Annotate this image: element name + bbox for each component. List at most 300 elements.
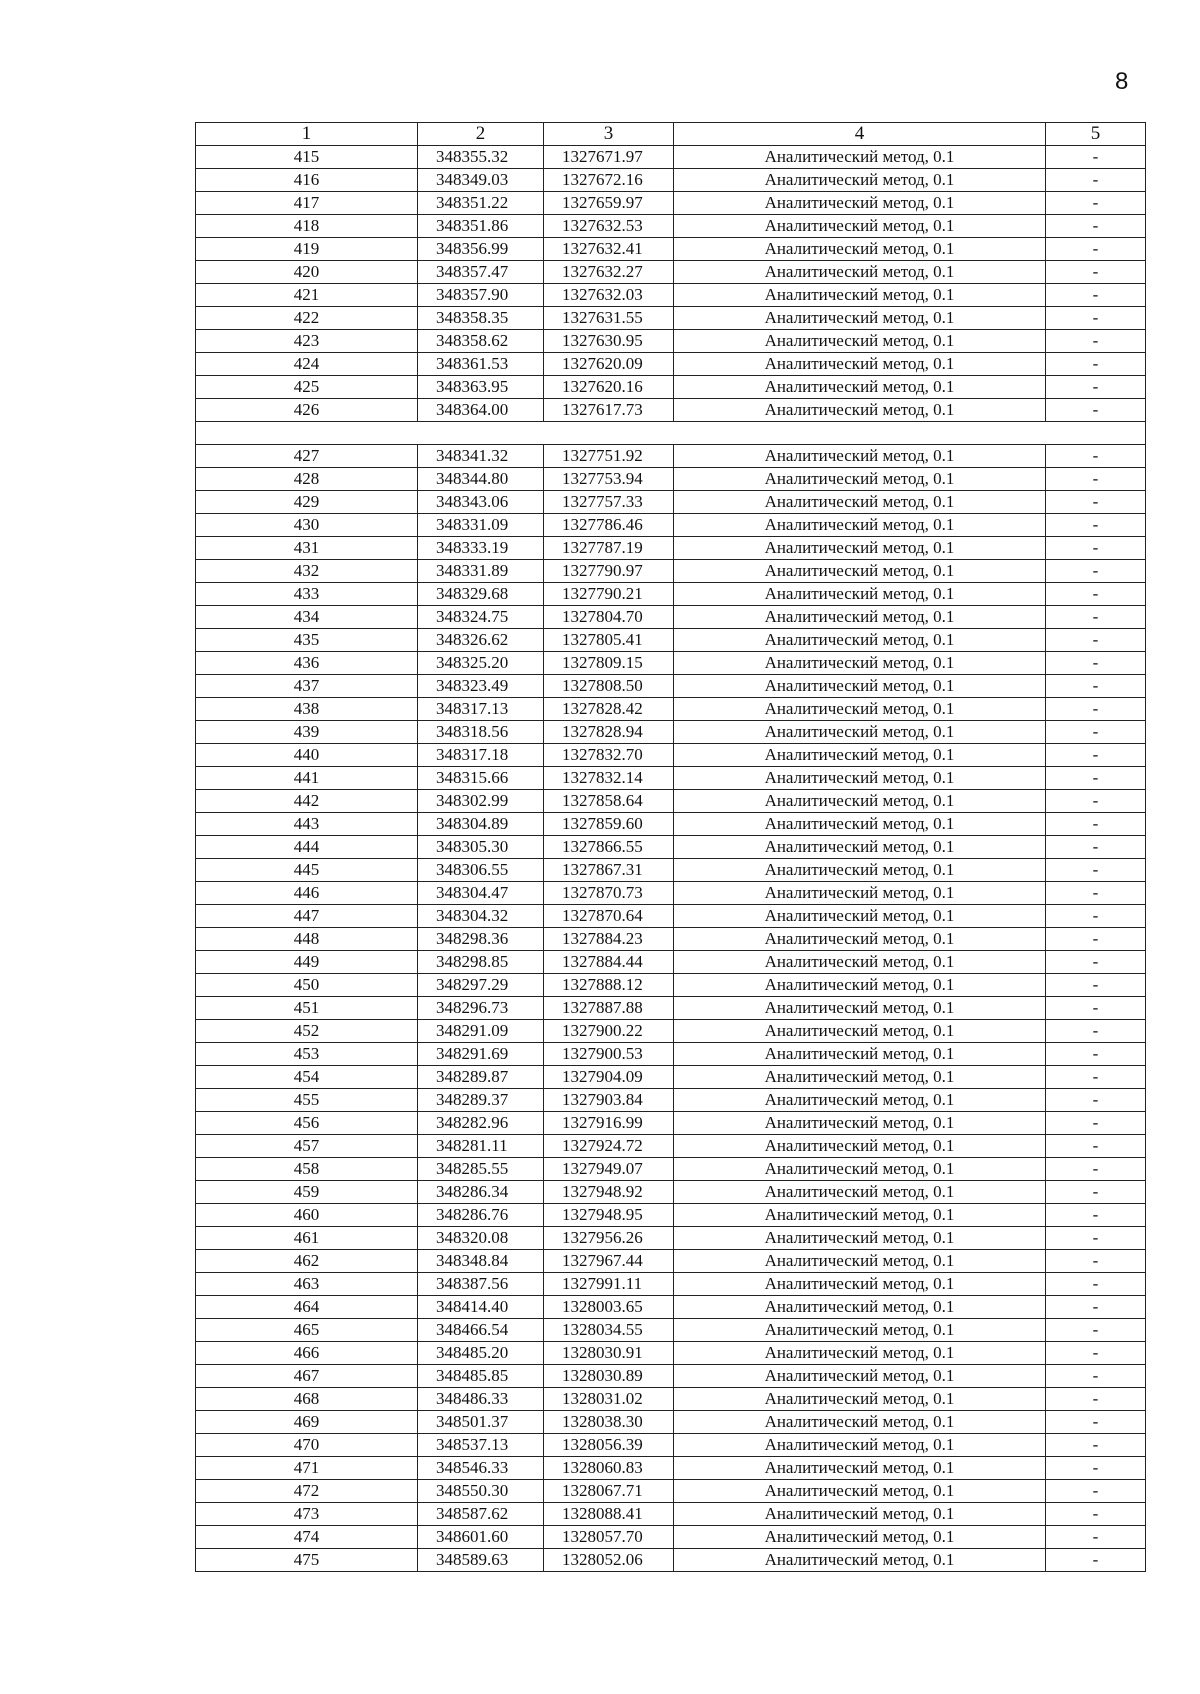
coord-y-cell: 1327751.92 <box>544 445 674 468</box>
coord-x-cell: 348323.49 <box>418 675 544 698</box>
coord-y-cell: 1327786.46 <box>544 514 674 537</box>
coord-y-cell: 1327620.16 <box>544 376 674 399</box>
table-row <box>196 1273 1146 1296</box>
note-cell: - <box>1046 698 1146 721</box>
coord-x-cell: 348351.22 <box>418 192 544 215</box>
table-row <box>196 445 1146 468</box>
coord-y-cell: 1327632.53 <box>544 215 674 238</box>
coord-y-cell: 1327884.23 <box>544 928 674 951</box>
table-row <box>196 1089 1146 1112</box>
note-cell: - <box>1046 353 1146 376</box>
note-cell: - <box>1046 1503 1146 1526</box>
coord-x-cell: 348349.03 <box>418 169 544 192</box>
method-accuracy-cell: Аналитический метод, 0.1 <box>674 491 1046 514</box>
point-number-cell: 434 <box>196 606 418 629</box>
method-accuracy-cell: Аналитический метод, 0.1 <box>674 1043 1046 1066</box>
table-row <box>196 1112 1146 1135</box>
method-accuracy-cell: Аналитический метод, 0.1 <box>674 307 1046 330</box>
coord-x-cell: 348281.11 <box>418 1135 544 1158</box>
note-cell: - <box>1046 1526 1146 1549</box>
point-number-cell: 448 <box>196 928 418 951</box>
table-row <box>196 537 1146 560</box>
coord-x-cell: 348302.99 <box>418 790 544 813</box>
point-number-cell: 442 <box>196 790 418 813</box>
coord-y-cell: 1327859.60 <box>544 813 674 836</box>
coord-x-cell: 348325.20 <box>418 652 544 675</box>
note-cell: - <box>1046 491 1146 514</box>
note-cell: - <box>1046 1043 1146 1066</box>
point-number-cell: 461 <box>196 1227 418 1250</box>
note-cell: - <box>1046 974 1146 997</box>
point-number-cell: 430 <box>196 514 418 537</box>
coord-y-cell: 1328030.89 <box>544 1365 674 1388</box>
note-cell: - <box>1046 905 1146 928</box>
coord-x-cell: 348348.84 <box>418 1250 544 1273</box>
method-accuracy-cell: Аналитический метод, 0.1 <box>674 169 1046 192</box>
point-number-cell: 438 <box>196 698 418 721</box>
table-row <box>196 744 1146 767</box>
point-number-cell: 418 <box>196 215 418 238</box>
point-number-cell: 425 <box>196 376 418 399</box>
note-cell: - <box>1046 997 1146 1020</box>
note-cell: - <box>1046 813 1146 836</box>
table-row <box>196 399 1146 422</box>
coord-y-cell: 1327753.94 <box>544 468 674 491</box>
coord-x-cell: 348326.62 <box>418 629 544 652</box>
point-number-cell: 436 <box>196 652 418 675</box>
coord-x-cell: 348331.89 <box>418 560 544 583</box>
table-row <box>196 169 1146 192</box>
coord-x-cell: 348285.55 <box>418 1158 544 1181</box>
note-cell: - <box>1046 836 1146 859</box>
table-row <box>196 813 1146 836</box>
coord-y-cell: 1327949.07 <box>544 1158 674 1181</box>
table-row <box>196 698 1146 721</box>
method-accuracy-cell: Аналитический метод, 0.1 <box>674 284 1046 307</box>
coord-y-cell: 1328088.41 <box>544 1503 674 1526</box>
coordinates-table <box>195 122 1146 1572</box>
coord-x-cell: 348344.80 <box>418 468 544 491</box>
method-accuracy-cell: Аналитический метод, 0.1 <box>674 560 1046 583</box>
method-accuracy-cell: Аналитический метод, 0.1 <box>674 1365 1046 1388</box>
note-cell: - <box>1046 1227 1146 1250</box>
method-accuracy-cell: Аналитический метод, 0.1 <box>674 238 1046 261</box>
coord-x-cell: 348282.96 <box>418 1112 544 1135</box>
point-number-cell: 467 <box>196 1365 418 1388</box>
coord-x-cell: 348589.63 <box>418 1549 544 1572</box>
coord-y-cell: 1327617.73 <box>544 399 674 422</box>
group-separator-cell <box>196 422 1146 445</box>
method-accuracy-cell: Аналитический метод, 0.1 <box>674 1480 1046 1503</box>
coord-y-cell: 1327870.73 <box>544 882 674 905</box>
coord-y-cell: 1327870.64 <box>544 905 674 928</box>
method-accuracy-cell: Аналитический метод, 0.1 <box>674 652 1046 675</box>
coord-y-cell: 1327808.50 <box>544 675 674 698</box>
table-row <box>196 1319 1146 1342</box>
coord-x-cell: 348289.87 <box>418 1066 544 1089</box>
method-accuracy-cell: Аналитический метод, 0.1 <box>674 399 1046 422</box>
note-cell: - <box>1046 859 1146 882</box>
point-number-cell: 424 <box>196 353 418 376</box>
method-accuracy-cell: Аналитический метод, 0.1 <box>674 721 1046 744</box>
method-accuracy-cell: Аналитический метод, 0.1 <box>674 215 1046 238</box>
coord-x-cell: 348298.36 <box>418 928 544 951</box>
coord-y-cell: 1327888.12 <box>544 974 674 997</box>
coord-y-cell: 1327924.72 <box>544 1135 674 1158</box>
method-accuracy-cell: Аналитический метод, 0.1 <box>674 376 1046 399</box>
method-accuracy-cell: Аналитический метод, 0.1 <box>674 1020 1046 1043</box>
coord-x-cell: 348304.89 <box>418 813 544 836</box>
coord-x-cell: 348546.33 <box>418 1457 544 1480</box>
method-accuracy-cell: Аналитический метод, 0.1 <box>674 1227 1046 1250</box>
point-number-cell: 422 <box>196 307 418 330</box>
note-cell: - <box>1046 1549 1146 1572</box>
coord-y-cell: 1327832.70 <box>544 744 674 767</box>
coord-x-cell: 348363.95 <box>418 376 544 399</box>
table-body <box>196 146 1146 1572</box>
coord-x-cell: 348304.32 <box>418 905 544 928</box>
note-cell: - <box>1046 1411 1146 1434</box>
coord-y-cell: 1327620.09 <box>544 353 674 376</box>
note-cell: - <box>1046 1480 1146 1503</box>
note-cell: - <box>1046 238 1146 261</box>
point-number-cell: 427 <box>196 445 418 468</box>
table-row <box>196 1411 1146 1434</box>
table-row <box>196 652 1146 675</box>
note-cell: - <box>1046 583 1146 606</box>
coord-y-cell: 1327757.33 <box>544 491 674 514</box>
coord-y-cell: 1327659.97 <box>544 192 674 215</box>
coord-x-cell: 348351.86 <box>418 215 544 238</box>
method-accuracy-cell: Аналитический метод, 0.1 <box>674 1319 1046 1342</box>
note-cell: - <box>1046 721 1146 744</box>
table-row <box>196 353 1146 376</box>
point-number-cell: 463 <box>196 1273 418 1296</box>
method-accuracy-cell: Аналитический метод, 0.1 <box>674 146 1046 169</box>
note-cell: - <box>1046 1319 1146 1342</box>
coord-x-cell: 348289.37 <box>418 1089 544 1112</box>
coord-x-cell: 348358.35 <box>418 307 544 330</box>
method-accuracy-cell: Аналитический метод, 0.1 <box>674 1158 1046 1181</box>
coord-y-cell: 1328031.02 <box>544 1388 674 1411</box>
point-number-cell: 453 <box>196 1043 418 1066</box>
note-cell: - <box>1046 560 1146 583</box>
table-row <box>196 997 1146 1020</box>
point-number-cell: 419 <box>196 238 418 261</box>
point-number-cell: 423 <box>196 330 418 353</box>
note-cell: - <box>1046 790 1146 813</box>
table-row <box>196 1043 1146 1066</box>
table-row <box>196 790 1146 813</box>
point-number-cell: 421 <box>196 284 418 307</box>
point-number-cell: 433 <box>196 583 418 606</box>
coord-y-cell: 1327631.55 <box>544 307 674 330</box>
method-accuracy-cell: Аналитический метод, 0.1 <box>674 514 1046 537</box>
point-number-cell: 437 <box>196 675 418 698</box>
point-number-cell: 416 <box>196 169 418 192</box>
coord-x-cell: 348485.20 <box>418 1342 544 1365</box>
point-number-cell: 441 <box>196 767 418 790</box>
method-accuracy-cell: Аналитический метод, 0.1 <box>674 468 1046 491</box>
coord-y-cell: 1327790.97 <box>544 560 674 583</box>
note-cell: - <box>1046 284 1146 307</box>
point-number-cell: 443 <box>196 813 418 836</box>
table-row <box>196 1457 1146 1480</box>
point-number-cell: 431 <box>196 537 418 560</box>
note-cell: - <box>1046 146 1146 169</box>
note-cell: - <box>1046 376 1146 399</box>
coord-y-cell: 1327632.41 <box>544 238 674 261</box>
point-number-cell: 465 <box>196 1319 418 1342</box>
coord-y-cell: 1327904.09 <box>544 1066 674 1089</box>
table-row <box>196 514 1146 537</box>
method-accuracy-cell: Аналитический метод, 0.1 <box>674 836 1046 859</box>
coord-x-cell: 348324.75 <box>418 606 544 629</box>
coord-y-cell: 1327956.26 <box>544 1227 674 1250</box>
method-accuracy-cell: Аналитический метод, 0.1 <box>674 1204 1046 1227</box>
point-number-cell: 458 <box>196 1158 418 1181</box>
coord-x-cell: 348315.66 <box>418 767 544 790</box>
table-row <box>196 1020 1146 1043</box>
coord-x-cell: 348320.08 <box>418 1227 544 1250</box>
table-row <box>196 376 1146 399</box>
method-accuracy-cell: Аналитический метод, 0.1 <box>674 583 1046 606</box>
table-row <box>196 1250 1146 1273</box>
method-accuracy-cell: Аналитический метод, 0.1 <box>674 1342 1046 1365</box>
table-row <box>196 583 1146 606</box>
method-accuracy-cell: Аналитический метод, 0.1 <box>674 261 1046 284</box>
method-accuracy-cell: Аналитический метод, 0.1 <box>674 629 1046 652</box>
point-number-cell: 452 <box>196 1020 418 1043</box>
note-cell: - <box>1046 192 1146 215</box>
coord-y-cell: 1328030.91 <box>544 1342 674 1365</box>
table-row <box>196 721 1146 744</box>
coord-x-cell: 348333.19 <box>418 537 544 560</box>
table-row <box>196 1365 1146 1388</box>
table-row <box>196 1503 1146 1526</box>
point-number-cell: 456 <box>196 1112 418 1135</box>
coord-x-cell: 348329.68 <box>418 583 544 606</box>
coord-y-cell: 1327630.95 <box>544 330 674 353</box>
page-number: 8 <box>1115 68 1129 95</box>
method-accuracy-cell: Аналитический метод, 0.1 <box>674 1181 1046 1204</box>
method-accuracy-cell: Аналитический метод, 0.1 <box>674 537 1046 560</box>
method-accuracy-cell: Аналитический метод, 0.1 <box>674 606 1046 629</box>
note-cell: - <box>1046 1434 1146 1457</box>
coord-x-cell: 348291.69 <box>418 1043 544 1066</box>
note-cell: - <box>1046 882 1146 905</box>
coord-y-cell: 1327805.41 <box>544 629 674 652</box>
note-cell: - <box>1046 951 1146 974</box>
note-cell: - <box>1046 1204 1146 1227</box>
method-accuracy-cell: Аналитический метод, 0.1 <box>674 192 1046 215</box>
point-number-cell: 432 <box>196 560 418 583</box>
table-row <box>196 1181 1146 1204</box>
note-cell: - <box>1046 606 1146 629</box>
method-accuracy-cell: Аналитический метод, 0.1 <box>674 951 1046 974</box>
point-number-cell: 460 <box>196 1204 418 1227</box>
note-cell: - <box>1046 1250 1146 1273</box>
coord-y-cell: 1327804.70 <box>544 606 674 629</box>
coord-y-cell: 1328052.06 <box>544 1549 674 1572</box>
point-number-cell: 446 <box>196 882 418 905</box>
coord-y-cell: 1327632.27 <box>544 261 674 284</box>
point-number-cell: 415 <box>196 146 418 169</box>
coord-y-cell: 1327828.94 <box>544 721 674 744</box>
note-cell: - <box>1046 445 1146 468</box>
coord-x-cell: 348387.56 <box>418 1273 544 1296</box>
coord-x-cell: 348291.09 <box>418 1020 544 1043</box>
table-row <box>196 238 1146 261</box>
table-row <box>196 882 1146 905</box>
point-number-cell: 451 <box>196 997 418 1020</box>
note-cell: - <box>1046 537 1146 560</box>
note-cell: - <box>1046 1342 1146 1365</box>
table-row <box>196 1227 1146 1250</box>
note-cell: - <box>1046 399 1146 422</box>
note-cell: - <box>1046 1457 1146 1480</box>
coord-x-cell: 348296.73 <box>418 997 544 1020</box>
method-accuracy-cell: Аналитический метод, 0.1 <box>674 974 1046 997</box>
note-cell: - <box>1046 1066 1146 1089</box>
table-row <box>196 675 1146 698</box>
method-accuracy-cell: Аналитический метод, 0.1 <box>674 330 1046 353</box>
method-accuracy-cell: Аналитический метод, 0.1 <box>674 1457 1046 1480</box>
method-accuracy-cell: Аналитический метод, 0.1 <box>674 882 1046 905</box>
table-row <box>196 1158 1146 1181</box>
coord-x-cell: 348466.54 <box>418 1319 544 1342</box>
coord-x-cell: 348304.47 <box>418 882 544 905</box>
note-cell: - <box>1046 1273 1146 1296</box>
method-accuracy-cell: Аналитический метод, 0.1 <box>674 1273 1046 1296</box>
note-cell: - <box>1046 468 1146 491</box>
coord-y-cell: 1327948.95 <box>544 1204 674 1227</box>
coord-x-cell: 348286.34 <box>418 1181 544 1204</box>
note-cell: - <box>1046 1112 1146 1135</box>
method-accuracy-cell: Аналитический метод, 0.1 <box>674 928 1046 951</box>
method-accuracy-cell: Аналитический метод, 0.1 <box>674 767 1046 790</box>
table-row <box>196 859 1146 882</box>
coord-x-cell: 348587.62 <box>418 1503 544 1526</box>
header-col-2: 2 <box>418 123 544 146</box>
coord-x-cell: 348297.29 <box>418 974 544 997</box>
note-cell: - <box>1046 1181 1146 1204</box>
method-accuracy-cell: Аналитический метод, 0.1 <box>674 744 1046 767</box>
coord-y-cell: 1327903.84 <box>544 1089 674 1112</box>
coord-x-cell: 348601.60 <box>418 1526 544 1549</box>
method-accuracy-cell: Аналитический метод, 0.1 <box>674 353 1046 376</box>
method-accuracy-cell: Аналитический метод, 0.1 <box>674 997 1046 1020</box>
table-row <box>196 1296 1146 1319</box>
coord-y-cell: 1327632.03 <box>544 284 674 307</box>
coord-x-cell: 348317.18 <box>418 744 544 767</box>
coord-x-cell: 348361.53 <box>418 353 544 376</box>
method-accuracy-cell: Аналитический метод, 0.1 <box>674 859 1046 882</box>
header-col-5: 5 <box>1046 123 1146 146</box>
coord-y-cell: 1327866.55 <box>544 836 674 859</box>
point-number-cell: 466 <box>196 1342 418 1365</box>
point-number-cell: 468 <box>196 1388 418 1411</box>
coord-y-cell: 1327991.11 <box>544 1273 674 1296</box>
method-accuracy-cell: Аналитический метод, 0.1 <box>674 1411 1046 1434</box>
coord-y-cell: 1327832.14 <box>544 767 674 790</box>
table-row <box>196 1066 1146 1089</box>
method-accuracy-cell: Аналитический метод, 0.1 <box>674 675 1046 698</box>
method-accuracy-cell: Аналитический метод, 0.1 <box>674 1112 1046 1135</box>
method-accuracy-cell: Аналитический метод, 0.1 <box>674 1066 1046 1089</box>
point-number-cell: 472 <box>196 1480 418 1503</box>
table-row <box>196 1388 1146 1411</box>
group-separator-row <box>196 422 1146 445</box>
header-col-4: 4 <box>674 123 1046 146</box>
table-row <box>196 307 1146 330</box>
coord-y-cell: 1328057.70 <box>544 1526 674 1549</box>
note-cell: - <box>1046 1135 1146 1158</box>
note-cell: - <box>1046 215 1146 238</box>
point-number-cell: 473 <box>196 1503 418 1526</box>
note-cell: - <box>1046 675 1146 698</box>
note-cell: - <box>1046 652 1146 675</box>
table-row <box>196 1526 1146 1549</box>
coord-y-cell: 1328056.39 <box>544 1434 674 1457</box>
point-number-cell: 445 <box>196 859 418 882</box>
point-number-cell: 428 <box>196 468 418 491</box>
method-accuracy-cell: Аналитический метод, 0.1 <box>674 1250 1046 1273</box>
coord-x-cell: 348286.76 <box>418 1204 544 1227</box>
coord-y-cell: 1328003.65 <box>544 1296 674 1319</box>
note-cell: - <box>1046 1020 1146 1043</box>
method-accuracy-cell: Аналитический метод, 0.1 <box>674 1089 1046 1112</box>
coord-x-cell: 348357.90 <box>418 284 544 307</box>
point-number-cell: 450 <box>196 974 418 997</box>
coord-y-cell: 1327672.16 <box>544 169 674 192</box>
table-row <box>196 767 1146 790</box>
table-row <box>196 1342 1146 1365</box>
coord-y-cell: 1327867.31 <box>544 859 674 882</box>
coord-x-cell: 348414.40 <box>418 1296 544 1319</box>
note-cell: - <box>1046 767 1146 790</box>
method-accuracy-cell: Аналитический метод, 0.1 <box>674 1503 1046 1526</box>
method-accuracy-cell: Аналитический метод, 0.1 <box>674 1296 1046 1319</box>
note-cell: - <box>1046 1089 1146 1112</box>
table-row <box>196 146 1146 169</box>
table-row <box>196 192 1146 215</box>
coord-y-cell: 1327671.97 <box>544 146 674 169</box>
coord-y-cell: 1327858.64 <box>544 790 674 813</box>
coord-x-cell: 348343.06 <box>418 491 544 514</box>
coord-x-cell: 348485.85 <box>418 1365 544 1388</box>
method-accuracy-cell: Аналитический метод, 0.1 <box>674 698 1046 721</box>
coord-y-cell: 1327787.19 <box>544 537 674 560</box>
coord-x-cell: 348298.85 <box>418 951 544 974</box>
table-row <box>196 1204 1146 1227</box>
point-number-cell: 439 <box>196 721 418 744</box>
table-row <box>196 560 1146 583</box>
method-accuracy-cell: Аналитический метод, 0.1 <box>674 790 1046 813</box>
note-cell: - <box>1046 629 1146 652</box>
point-number-cell: 475 <box>196 1549 418 1572</box>
table-row <box>196 468 1146 491</box>
note-cell: - <box>1046 307 1146 330</box>
note-cell: - <box>1046 1158 1146 1181</box>
coord-y-cell: 1327916.99 <box>544 1112 674 1135</box>
table-row <box>196 1135 1146 1158</box>
coord-x-cell: 348355.32 <box>418 146 544 169</box>
point-number-cell: 459 <box>196 1181 418 1204</box>
table-row <box>196 951 1146 974</box>
point-number-cell: 444 <box>196 836 418 859</box>
coord-x-cell: 348341.32 <box>418 445 544 468</box>
